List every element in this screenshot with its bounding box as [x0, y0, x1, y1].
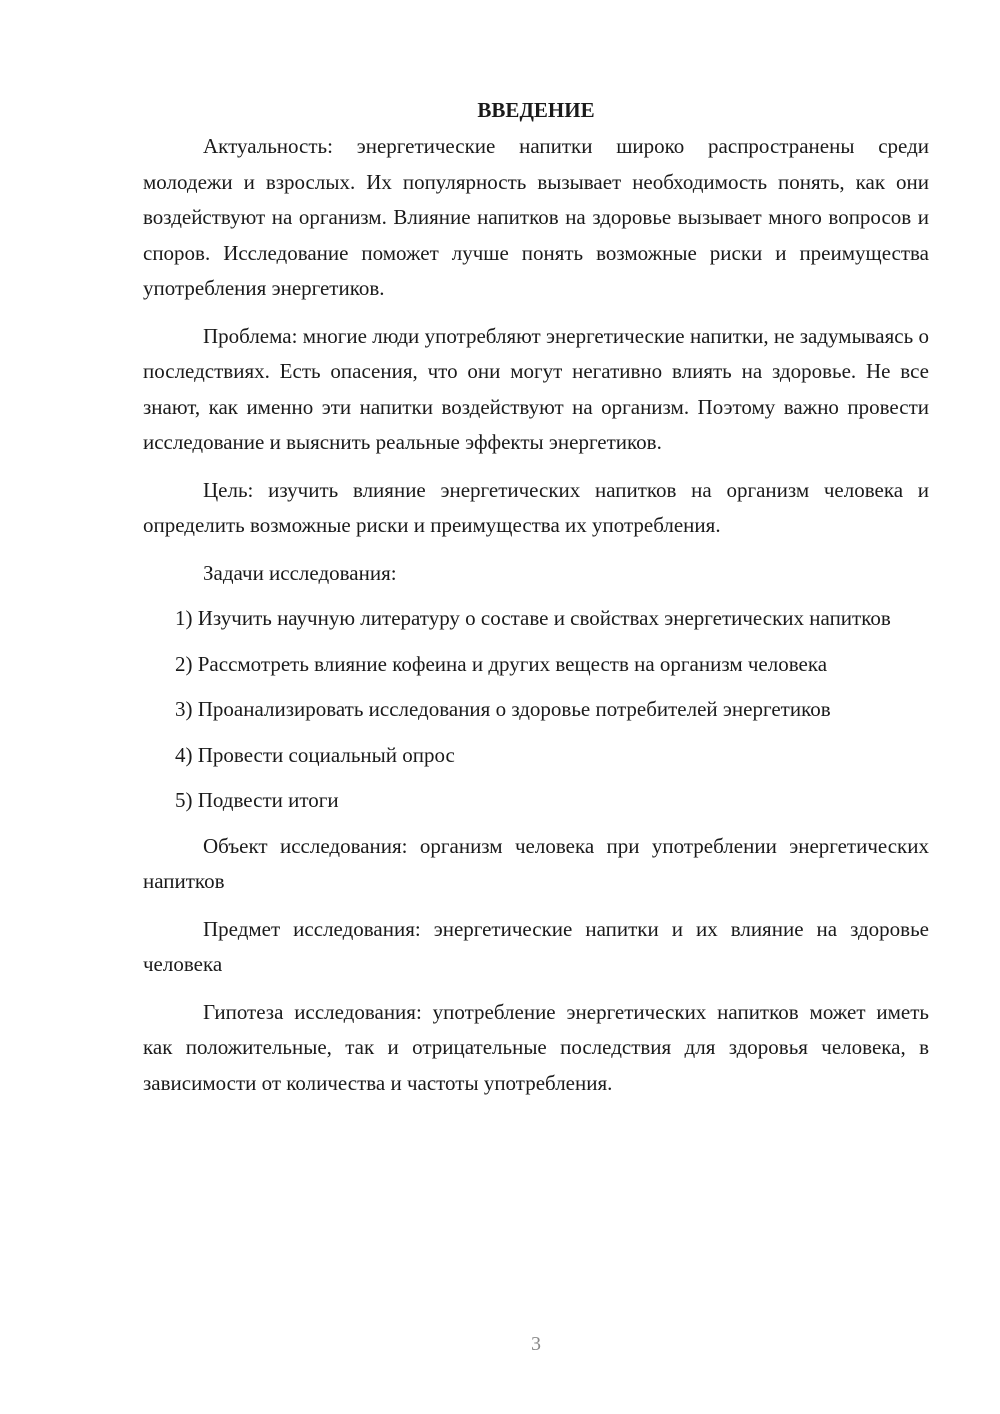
goal-paragraph: Цель: изучить влияние энергетических напитков на организм человека и определить возможные риски и преимущества их употребления. — [143, 477, 929, 537]
hypothesis-paragraph: Гипотеза исследования: употребление энергетических напитков может иметь как положительные, так и отрицательные последствия для здоровья человека, в зависимости от количества и частоты употребления. — [143, 999, 929, 1095]
tasks-list — [143, 601, 929, 819]
task-item: 5) Подвести итоги — [175, 788, 339, 812]
page-content — [143, 94, 929, 1113]
task-item: 3) Проанализировать исследования о здоровье потребителей энергетиков — [175, 697, 831, 721]
page-title: ВВЕДЕНИЕ — [477, 98, 595, 122]
subject-paragraph: Предмет исследования: энергетические напитки и их влияние на здоровье человека — [143, 916, 929, 976]
task-item: 4) Провести социальный опрос — [175, 742, 455, 767]
relevance-paragraph: Актуальность: энергетические напитки широко распространены среди молодежи и взрослых. Их популярность вызывает необходимость понять, как они воздействуют на организм. Влияние напитков на здоровье вызывает много вопросов и споров. Исследование поможет лучше понять возможные риски и преимущества употребления энергетиков. — [143, 134, 929, 300]
task-item: 2) Рассмотреть влияние кофеина и других веществ на организм человека — [175, 651, 828, 676]
object-paragraph: Объект исследования: организм человека при употреблении энергетических напитков — [143, 833, 929, 893]
tasks-heading: Задачи исследования: — [203, 560, 397, 585]
page-number: 3 — [531, 1333, 541, 1355]
problem-paragraph: Проблема: многие люди употребляют энергетические напитки, не задумываясь о последствиях. Есть опасения, что они могут негативно влиять на здоровье. Не все знают, как именно эти напитки воздействуют на организм. Поэтому важно провести исследование и выяснить реальные эффекты энергетиков. — [143, 323, 929, 454]
task-item: 1) Изучить научную литературу о составе и свойствах энергетических напитков — [175, 606, 891, 630]
